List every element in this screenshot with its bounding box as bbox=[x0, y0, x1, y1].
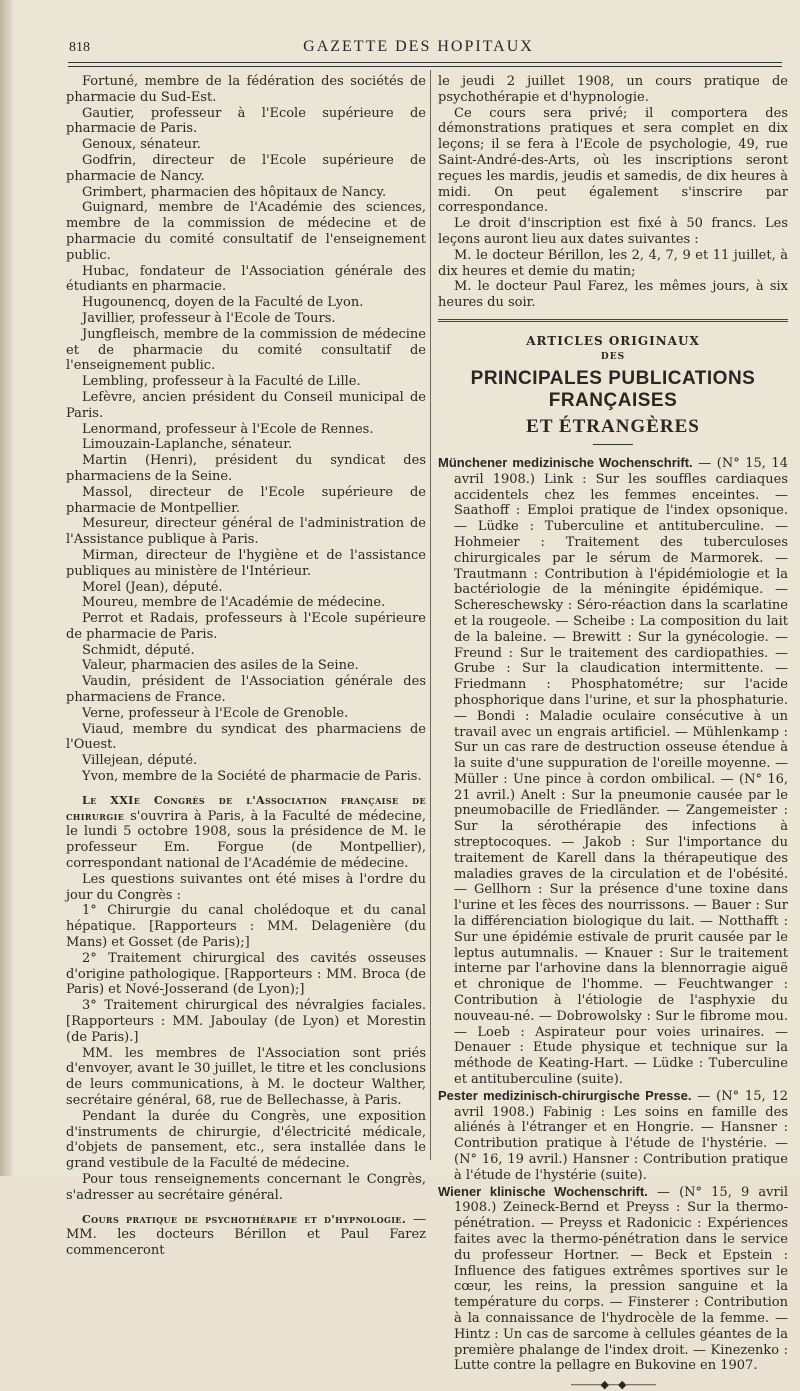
page-number: 818 bbox=[69, 40, 90, 55]
renseignements-paragraph: Pour tous renseignements concernant le Congrès, s'adresser au secrétaire général. bbox=[66, 1171, 426, 1203]
member-item: Javillier, professeur à l'Ecole de Tours. bbox=[82, 310, 336, 326]
member-item: Lembling, professeur à la Faculté de Lille. bbox=[82, 374, 361, 390]
section-des: DES bbox=[600, 351, 626, 362]
journal-summary: — (N° 15, 14 avril 1908.) Link : Sur les souffles cardiaques accidentels chez les femmes enceintes. — Saathoff : Emploi pratique de l'index opsonique. — Lüdke : Tuberculine et antituberculine. — Hohmeier : Traitement des tuberculoses chirurgicales par le sérum de Marmorek. — Trautmann : Contribution à l'épidémiologie et la bactériologie de la méningite épidémique. — Schereschewsky : Séro-réaction dans la scarlatine et la rougeole. — Scheibe : La composition du lait de la baleine. — Brewitt : Sur la gynécologie. — Freund : Sur le traitement des cardiopathies. — Grube : Sur la claudication intermittente. — Friedmann : Phosphatométre; sur l'acide phosphorique dans l'urine, et sur la phosphaturie. — Bondi : Maladie oculaire consécutive à un travail avec un engrais artificiel. — Mühlenkamp : Sur un cas rare de destruction osseuse étendue à la suite d'une suppuration de l'oreille moyenne. — Müller : Une pince à cordon ombilical. — (N° 16, 21 avril.) Anelt : Sur la pneumonie causée par le pneumobacille de Friedländer. — Zangemeister : Sur la sérothérapie des infections à streptocoques. — Jakob : Sur l'importance du traitement de Karell dans la thérapeutique des maladies graves de la circulation et de l'obésité. — Gellhorn : Sur la présence d'une toxine dans l'urine et les fèces des nourrissons. — Bauer : Sur la différenciation biologique du lait. — Notthafft : Sur une épidémie estivale de prurit causée par le leptus autumnalis. — Knauer : Sur le traitement interne par l'arhovine dans la blennorragie aiguë et chronique de l'homme. — Feuchtwanger : Contribution à l'étiologie de l'asphyxie du nouveau-né. — Dobrowolsky : Sur le fibrome mou. — Loeb : Aspirateur pour voies urinaires. — Denauer : Etude physique et technique sur la méthode de Keating-Hart. — Lüdke : Tuberculine et antituberculine (suite). bbox=[454, 455, 788, 1088]
journal-entry bbox=[438, 1184, 788, 1375]
journal-entry bbox=[438, 455, 788, 1088]
member-item: Lenormand, professeur à l'Ecole de Rennes. bbox=[82, 421, 374, 437]
journal-entry bbox=[438, 1088, 788, 1184]
member-item: Guignard, membre de l'Académie des sciences, membre de la commission de médecine et de pharmacie du comité consultatif de l'enseignement public. bbox=[66, 200, 426, 263]
member-item: Godfrin, directeur de l'Ecole supérieure de pharmacie de Nancy. bbox=[66, 152, 426, 184]
section-rule bbox=[438, 319, 788, 320]
cours-paragraph bbox=[66, 1212, 426, 1259]
member-item: Moureu, membre de l'Académie de médecine. bbox=[82, 595, 386, 611]
member-item: Schmidt, député. bbox=[82, 642, 195, 658]
header-rule-double bbox=[68, 66, 782, 67]
left-column bbox=[66, 74, 426, 1259]
section-title-line2: ET ÉTRANGÈRES bbox=[526, 415, 700, 437]
questions-intro: Les questions suivantes ont été mises à l'ordre du jour du Congrès : bbox=[66, 871, 426, 903]
question-item: 2° Traitement chirurgical des cavités osseuses d'origine pathologique. [Rapporteurs : MM. Broca (de Paris) et Nové-Josserand (de Lyon);] bbox=[66, 950, 426, 998]
cours-heading: Cours pratique de psychothérapie et d'hypnologie. bbox=[82, 1212, 407, 1226]
section-rule-double bbox=[438, 321, 788, 322]
congres-text: s'ouvrira à Paris, à la Faculté de médecine, le lundi 5 octobre 1908, sous la présidence de M. le professeur Em. Forgue (de Montpellier), correspondant national de l'Académie de médecine. bbox=[66, 808, 426, 872]
journal-summary: — (N° 15, 12 avril 1908.) Fabinig : Les soins en famille des aliénés à l'étranger et en Hongrie. — Hansner : Contribution pratique à l'étude de l'hystérie. — (N° 16, 19 avril.) Hansner : Contribution pratique à l'étude de l'hystérie (suite). bbox=[454, 1088, 788, 1183]
member-item: Massol, directeur de l'Ecole supérieure de pharmacie de Montpellier. bbox=[66, 484, 426, 516]
member-item: Hugounencq, doyen de la Faculté de Lyon. bbox=[82, 295, 364, 311]
cours-details: Ce cours sera privé; il comportera des démonstrations pratiques et sera complet en dix leçons; il se fera à l'Ecole de psychologie, 49, rue Saint-André-des-Arts, où les inscriptions seront reçues les mardis, jeudis et samedis, de dix heures à midi. On peut également s'inscrire par correspondance. bbox=[438, 105, 788, 216]
member-item: Mirman, directeur de l'hygiène et de l'assistance publiques au ministère de l'Intérieur. bbox=[66, 547, 426, 579]
cours-berillon-dates: M. le docteur Bérillon, les 2, 4, 7, 9 et 11 juillet, à dix heures et demie du matin; bbox=[438, 247, 788, 279]
congres-heading: Le XXIe Congrès de l'Association française de chirurgie bbox=[66, 793, 426, 823]
member-item: Vaudin, président de l'Association générale des pharmaciens de France. bbox=[66, 674, 426, 706]
member-item: Genoux, sénateur. bbox=[82, 137, 201, 153]
journal-name: Pester medizinisch-chirurgische Presse. bbox=[438, 1087, 692, 1103]
journal-name: Wiener klinische Wochenschrift. bbox=[438, 1183, 648, 1199]
member-item: Verne, professeur à l'Ecole de Grenoble. bbox=[82, 705, 349, 721]
cours-fee: Le droit d'inscription est fixé à 50 francs. Les leçons auront lieu aux dates suivantes : bbox=[438, 216, 788, 247]
member-item: Valeur, pharmacien des asiles de la Seine. bbox=[82, 658, 359, 674]
journal-summary: — (N° 15, 9 avril 1908.) Zeineck-Bernd et Preyss : Sur la thermo-pénétration. — Preyss et Radonicic : Expériences faites avec la thermo-pénétration dans le service du professeur Hortner. — Beck et Epstein : Influence des fatigues extrêmes sportives sur le cœur, les reins, la pression sanguine et la température du corps. — Finsterer : Contribution à la connaissance de l'hydrocèle de la femme. — Hintz : Un cas de sarcome à cellules géantes de la première phalange de l'index droit. — Kinezenko : Lutte contre la pellagre en Bukovine en 1907. bbox=[454, 1184, 789, 1374]
right-column bbox=[438, 74, 788, 1391]
member-item: Gautier, professeur à l'Ecole supérieure de pharmacie de Paris. bbox=[66, 105, 426, 137]
member-item: Mesureur, directeur général de l'administration de l'Assistance publique à Paris. bbox=[66, 516, 426, 548]
column-divider bbox=[430, 70, 431, 1160]
member-item: Lefèvre, ancien président du Conseil municipal de Paris. bbox=[66, 389, 426, 421]
question-item: 1° Chirurgie du canal cholédoque et du canal hépatique. [Rapporteurs : MM. Delagenière (du Mans) et Gosset (de Paris);] bbox=[66, 903, 426, 951]
header-rule bbox=[68, 62, 782, 63]
question-item: 3° Traitement chirurgical des névralgies faciales. [Rapporteurs : MM. Jaboulay (de Lyon) et Morestin (de Paris).] bbox=[66, 998, 426, 1045]
section-title-line1: PRINCIPALES PUBLICATIONS FRANÇAISES bbox=[470, 367, 756, 411]
members-invite: MM. les membres de l'Association sont priés d'envoyer, avant le 30 juillet, le titre et les conclusions de leurs communications, à M. le docteur Walther, secrétaire général, 68, rue de Bellechasse, à Paris. bbox=[66, 1045, 426, 1108]
page-header bbox=[55, 36, 782, 62]
member-item: Grimbert, pharmacien des hôpitaux de Nancy. bbox=[82, 184, 387, 200]
end-ornament: ———◆—◆——— bbox=[570, 1378, 656, 1391]
exposition-paragraph: Pendant la durée du Congrès, une exposition d'instruments de chirurgie, d'électricité médicale, d'objets de pansement, etc., sera installée dans le grand vestibule de la Faculté de médecine. bbox=[66, 1108, 426, 1172]
member-item: Fortuné, membre de la fédération des sociétés de pharmacie du Sud-Est. bbox=[66, 74, 426, 105]
member-item: Limouzain-Laplanche, sénateur. bbox=[82, 437, 293, 453]
cours-farez-dates: M. le docteur Paul Farez, les mêmes jours, à six heures du soir. bbox=[438, 279, 788, 311]
member-item: Viaud, membre du syndicat des pharmaciens de l'Ouest. bbox=[66, 721, 426, 753]
section-short-rule bbox=[593, 444, 633, 445]
member-item: Martin (Henri), président du syndicat des pharmaciens de la Seine. bbox=[66, 453, 426, 484]
section-label: ARTICLES ORIGINAUX bbox=[526, 333, 700, 348]
journal-title: GAZETTE DES HOPITAUX bbox=[303, 38, 534, 55]
member-item: Morel (Jean), député. bbox=[82, 579, 223, 595]
cours-continuation: le jeudi 2 juillet 1908, un cours pratique de psychothérapie et d'hypnologie. bbox=[438, 74, 788, 105]
binding-gutter bbox=[0, 0, 14, 1176]
member-item: Yvon, membre de la Société de pharmacie de Paris. bbox=[82, 769, 422, 785]
member-item: Villejean, député. bbox=[82, 753, 198, 769]
members-list bbox=[66, 74, 426, 785]
congres-paragraph bbox=[66, 793, 426, 872]
member-item: Perrot et Radais, professeurs à l'Ecole supérieure de pharmacie de Paris. bbox=[66, 611, 426, 642]
journal-name: Münchener medizinische Wochenschrift. bbox=[438, 454, 693, 470]
member-item: Hubac, fondateur de l'Association générale des étudiants en pharmacie. bbox=[66, 263, 426, 295]
member-item: Jungfleisch, membre de la commission de médecine et de pharmacie du comité consultatif de l'enseignement public. bbox=[66, 326, 426, 374]
cours-text: — MM. les docteurs Bérillon et Paul Farez commenceront bbox=[66, 1211, 426, 1259]
